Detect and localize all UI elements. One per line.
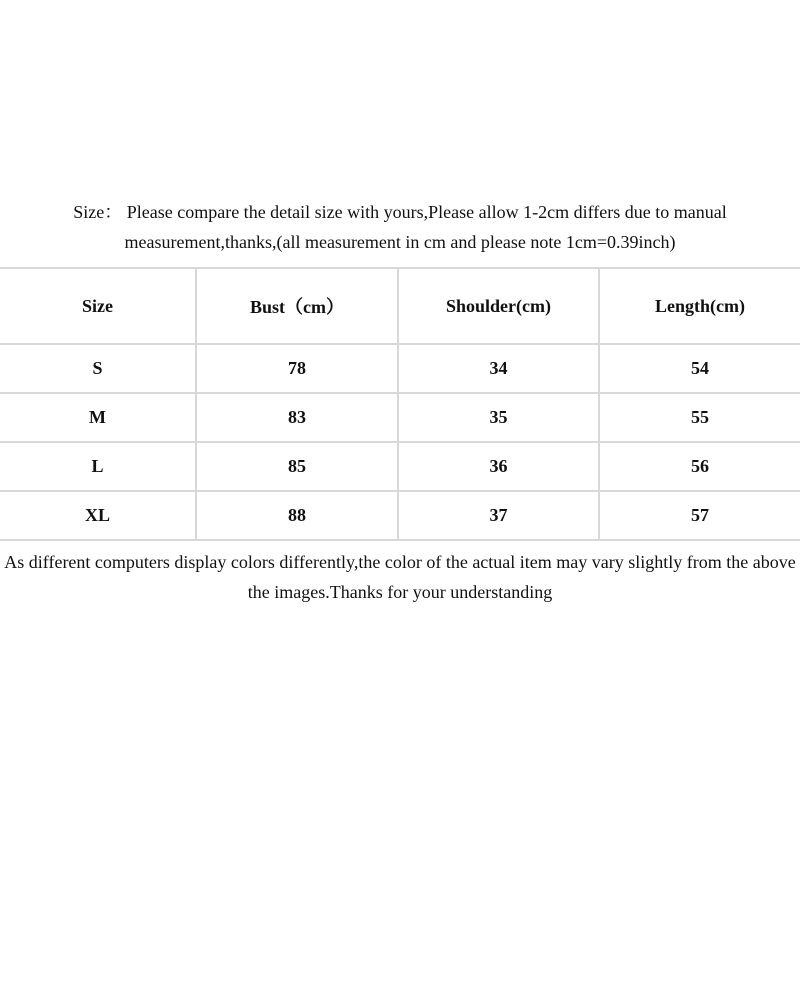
table-row-s	[0, 344, 800, 393]
size-note-line-2: measurement,thanks,(all measurement in cm and please note 1cm=0.39inch)	[124, 232, 676, 252]
table-row-l	[0, 442, 800, 491]
cell-length-s: 54	[599, 344, 800, 393]
cell-shoulder-xl: 37	[398, 491, 599, 540]
cell-shoulder-s: 34	[398, 344, 599, 393]
cell-size-xl: XL	[84, 505, 110, 525]
cell-size-m: M	[89, 407, 106, 427]
cell-bust-s: 78	[196, 344, 398, 393]
cell-shoulder-m: 35	[398, 393, 599, 442]
header-cell-length: Length(cm)	[599, 268, 800, 344]
header-cell-shoulder: Shoulder(cm)	[398, 268, 599, 344]
size-note	[0, 197, 800, 257]
cell-bust-l: 85	[196, 442, 398, 491]
color-note-line-1: As different computers display colors differently,the color of the actual item may vary slightly from the above	[4, 552, 796, 572]
color-disclaimer-note	[0, 547, 800, 607]
header-cell-bust: Bust（cm）	[196, 268, 398, 344]
cell-shoulder-l: 36	[398, 442, 599, 491]
cell-size-l: L	[91, 456, 104, 476]
cell-length-xl: 57	[599, 491, 800, 540]
cell-length-l: 56	[599, 442, 800, 491]
cell-length-m: 55	[599, 393, 800, 442]
header-cell-size: Size	[82, 295, 113, 316]
size-note-line-1: Size： Please compare the detail size with yours,Please allow 1-2cm differs due to manual	[73, 202, 727, 222]
cell-size-s: S	[92, 358, 103, 378]
table-row-xl	[0, 491, 800, 540]
size-table-header-row	[0, 268, 800, 344]
color-note-line-2: the images.Thanks for your understanding	[247, 582, 553, 602]
table-row-m	[0, 393, 800, 442]
cell-bust-xl: 88	[196, 491, 398, 540]
cell-bust-m: 83	[196, 393, 398, 442]
size-chart-table	[0, 267, 800, 541]
